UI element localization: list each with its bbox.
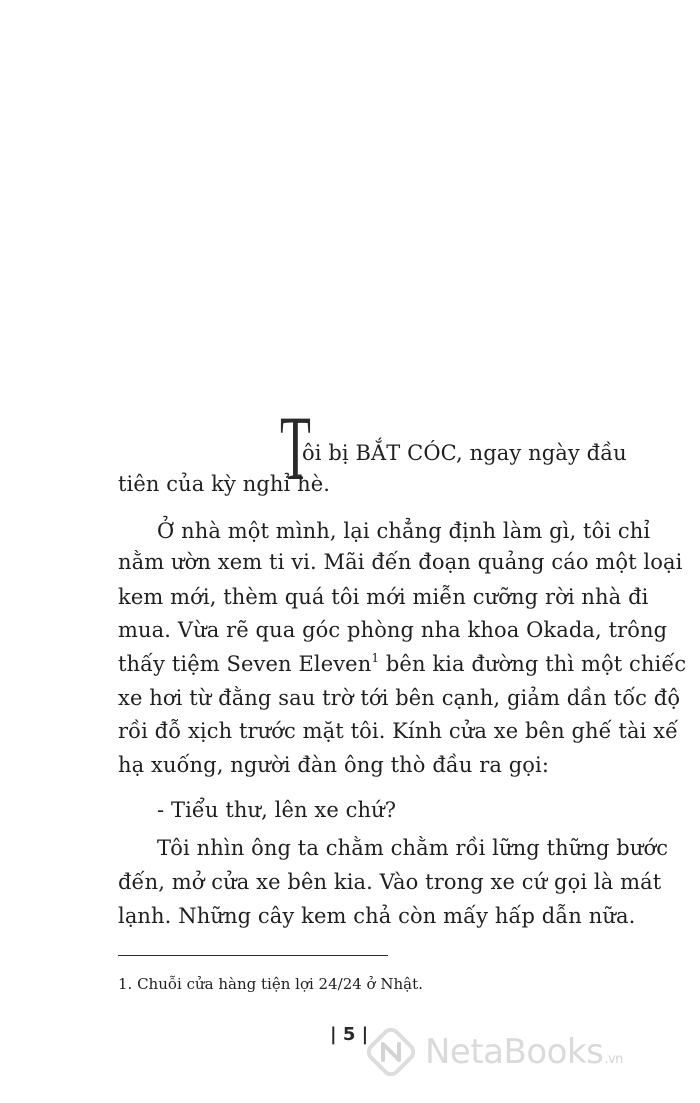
text-line: tiên của kỳ nghỉ hè. [118,472,331,496]
text-line-with-footnote [118,651,687,676]
netabooks-logo-icon [363,1024,419,1080]
text-line: mua. Vừa rẽ qua góc phòng nha khoa Okada, trông [118,618,668,642]
footnote: 1. Chuỗi cửa hàng tiện lợi 24/24 ở Nhật. [118,975,423,993]
text-segment: thấy tiệm Seven Eleven [118,652,372,676]
watermark-brand-name: NetaBooks [425,1032,604,1072]
text-line: kem mới, thèm quá tôi mới miễn cưỡng rời nhà đi [118,585,649,609]
watermark-brand [425,1032,623,1072]
text-line: Ở nhà một mình, lại chẳng định làm gì, tôi chỉ [157,519,651,543]
text-line: nằm ườn xem ti vi. Mãi đến đoạn quảng cáo một loại [118,550,683,574]
text-line: lạnh. Những cây kem chả còn mấy hấp dẫn nữa. [118,904,636,928]
text-line: rồi đỗ xịch trước mặt tôi. Kính cửa xe bên ghế tài xế [118,719,679,743]
text-line: hạ xuống, người đàn ông thò đầu ra gọi: [118,753,550,777]
text-line: Tôi nhìn ông ta chằm chằm rồi lững thững bước [157,836,669,860]
drop-cap: T [280,397,311,499]
footnote-marker: 1 [371,651,380,665]
dialogue-line: - Tiểu thư, lên xe chứ? [157,798,397,822]
text-segment: bên kia đường thì một chiếc [379,652,687,676]
text-line: xe hơi từ đằng sau trờ tới bên cạnh, giảm dần tốc độ [118,686,681,710]
watermark [363,1022,623,1082]
text-line: ôi bị BẮT CÓC, ngay ngày đầu [302,441,627,465]
text-line: đến, mở cửa xe bên kia. Vào trong xe cứ gọi là mát [118,870,662,894]
page-number: | 5 | [330,1024,369,1045]
footnote-divider [118,955,388,956]
watermark-suffix: .vn [604,1052,623,1067]
